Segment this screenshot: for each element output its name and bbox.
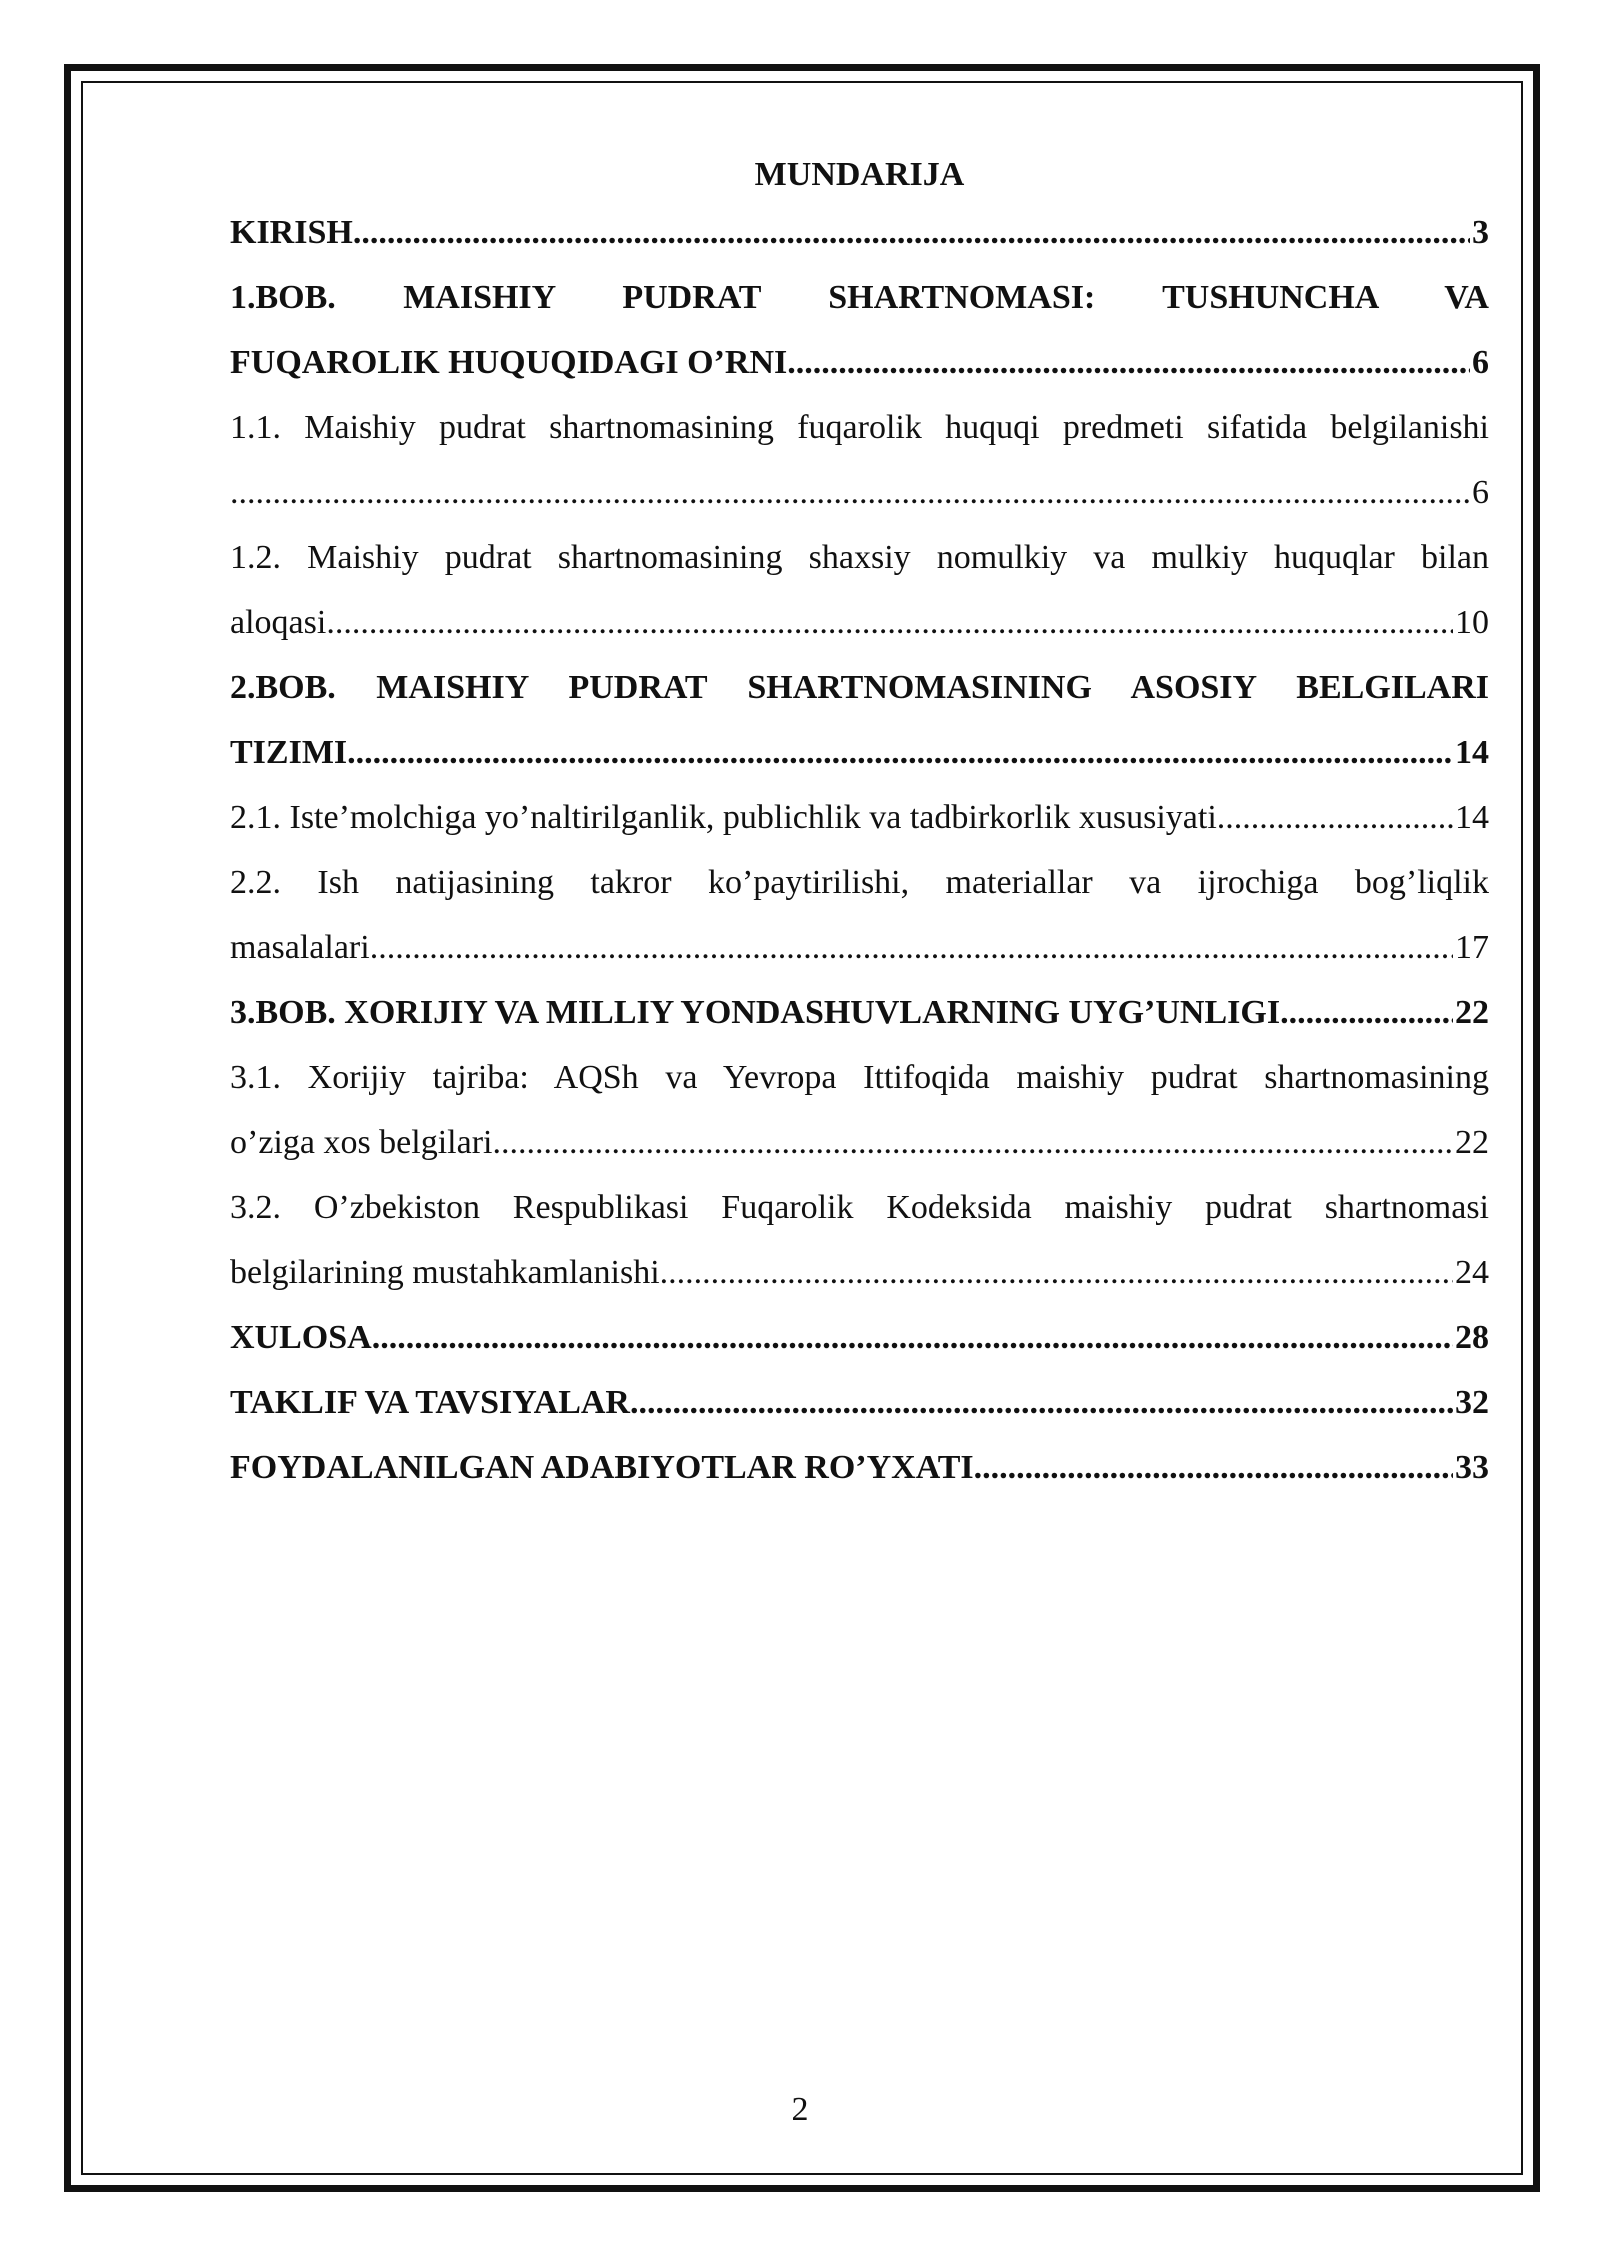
toc-entry-text: masalalari [230,929,370,966]
toc-page-number: 6 [1472,344,1489,381]
toc-entry-section-1-2-line-1[interactable]: 1.2. Maishiy pudrat shartnomasining shaxsiy nomulkiy va mulkiy huquqlar bilan [230,539,1489,576]
toc-entry-section-1-1-line-2[interactable] [230,460,1489,525]
toc-entry-section-1-2-line-2[interactable] [230,590,1489,655]
dot-leader [370,915,1453,980]
dot-leader [326,590,1453,655]
toc-entry-chapter-1-line-1[interactable]: 1.BOB. MAISHIY PUDRAT SHARTNOMASI: TUSHUNCHA VA [230,279,1489,316]
toc-page-number: 32 [1455,1384,1489,1421]
table-of-contents [230,150,1489,1500]
toc-entry-text: 2.1. Iste’molchiga yo’naltirilganlik, publichlik va tadbirkorlik xususiyati [230,799,1217,836]
toc-entry-text: 3.BOB. XORIJIY VA MILLIY YONDASHUVLARNING UYG’UNLIGI [230,994,1281,1031]
dot-leader [974,1435,1453,1500]
toc-entry-chapter-1-line-2[interactable] [230,330,1489,395]
toc-entry-adabiyotlar[interactable] [230,1435,1489,1500]
toc-page-number: 14 [1455,734,1489,771]
toc-page-number: 24 [1455,1254,1489,1291]
dot-leader [347,720,1453,785]
toc-entry-taklif[interactable] [230,1370,1489,1435]
toc-page-number: 22 [1455,994,1489,1031]
toc-page-number: 3 [1472,214,1489,251]
toc-page-number: 10 [1455,604,1489,641]
toc-page-number: 33 [1455,1449,1489,1486]
dot-leader [630,1370,1453,1435]
toc-entry-text: KIRISH [230,214,353,251]
toc-entry-text: TAKLIF VA TAVSIYALAR [230,1384,630,1421]
toc-page-number: 6 [1472,474,1489,511]
toc-entry-text: XULOSA [230,1319,372,1356]
toc-entry-text: o’ziga xos belgilari [230,1124,493,1161]
dot-leader [787,330,1470,395]
toc-entry-text: belgilarining mustahkamlanishi [230,1254,660,1291]
toc-entry-chapter-2-line-2[interactable] [230,720,1489,785]
toc-entry-xulosa[interactable] [230,1305,1489,1370]
toc-title: MUNDARIJA [754,156,965,193]
toc-entry-section-2-1[interactable] [230,785,1489,850]
toc-page-number: 22 [1455,1124,1489,1161]
toc-entry-chapter-2-line-1[interactable]: 2.BOB. MAISHIY PUDRAT SHARTNOMASINING ASOSIY BELGILARI [230,669,1489,706]
page-number: 2 [791,2091,809,2128]
toc-page-number: 28 [1455,1319,1489,1356]
toc-entry-section-3-1-line-1[interactable]: 3.1. Xorijiy tajriba: AQSh va Yevropa Ittifoqida maishiy pudrat shartnomasining [230,1059,1489,1096]
toc-entry-section-3-1-line-2[interactable] [230,1110,1489,1175]
toc-entry-text: FOYDALANILGAN ADABIYOTLAR RO’YXATI [230,1449,974,1486]
toc-entry-section-3-2-line-2[interactable] [230,1240,1489,1305]
dot-leader [1280,980,1453,1045]
dot-leader [230,460,1470,525]
dot-leader [353,200,1470,265]
dot-leader [660,1240,1453,1305]
toc-page-number: 14 [1455,799,1489,836]
toc-entry-text: FUQAROLIK HUQUQIDAGI O’RNI [230,344,788,381]
dot-leader [492,1110,1453,1175]
toc-entry-section-3-2-line-1[interactable]: 3.2. O’zbekiston Respublikasi Fuqarolik Kodeksida maishiy pudrat shartnomasi [230,1189,1489,1226]
toc-entry-text: TIZIMI [230,734,348,771]
dot-leader [1217,785,1453,850]
toc-entry-section-2-2-line-1[interactable]: 2.2. Ish natijasining takror ko’paytirilishi, materiallar va ijrochiga bog’liqlik [230,864,1489,901]
toc-page-number: 17 [1455,929,1489,966]
toc-entry-section-2-2-line-2[interactable] [230,915,1489,980]
toc-entry-text: aloqasi [230,604,327,641]
toc-entry-chapter-3[interactable] [230,980,1489,1045]
toc-entry-section-1-1-line-1[interactable]: 1.1. Maishiy pudrat shartnomasining fuqarolik huquqi predmeti sifatida belgilanishi [230,409,1489,446]
toc-entry-kirish[interactable] [230,200,1489,265]
dot-leader [372,1305,1453,1370]
